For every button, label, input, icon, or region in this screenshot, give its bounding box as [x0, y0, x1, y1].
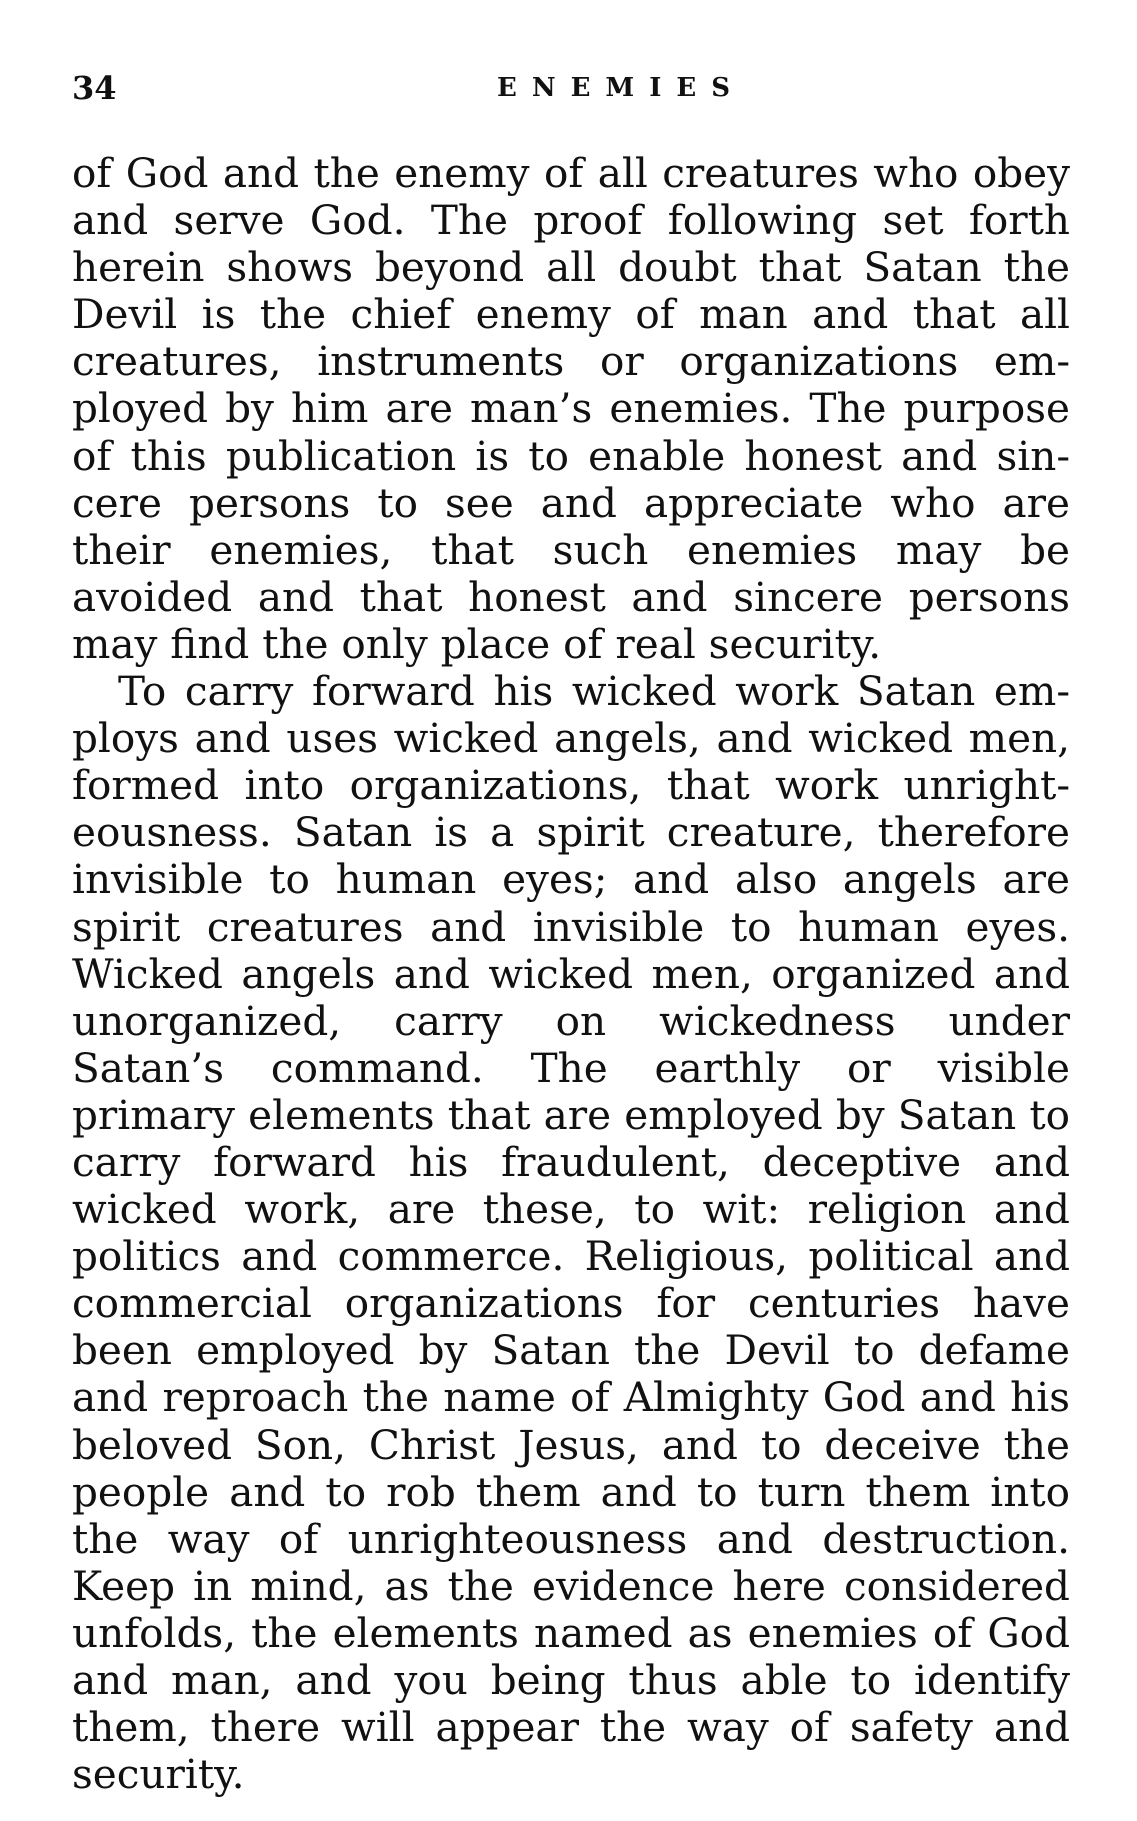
paragraph: To carry forward his wicked work Satan employs and uses wicked angels, and wicked men, formed into organizations, that work unrighteousness. Satan is a spirit creature, therefore invisible to human eyes; and also angels are spirit creatures and invisible to human eyes. Wicked angels and wicked men, organized and unorganized, carry on wickedness under Satan’s command. The earthly or visible primary elements that are employed by Satan to carry forward his fraudulent, deceptive and wicked work, are these, to wit: religion and politics and commerce. Religious, political and commercial organizations for centuries have been employed by Satan the Devil to defame and reproach the name of Almighty God and his beloved Son, Christ Jesus, and to deceive the people and to rob them and to turn them into the way of unrighteousness and destruction. Keep in mind, as the evidence here considered unfolds, the elements named as enemies of God and man, and you being thus able to identify them, there will appear the way of safety and security. [72, 667, 1070, 1799]
page-number: 34 [72, 69, 117, 107]
page-header [72, 66, 1070, 110]
paragraph-continuation: of God and the enemy of all creatures who obey and serve God. The proof following set forth herein shows beyond all doubt that Satan the Devil is the chief enemy of man and that all creatures, instruments or organizations employed by him are man’s enemies. The purpose of this publication is to enable honest and sincere persons to see and appreciate who are their enemies, that such enemies may be avoided and that honest and sincere persons may find the only place of real security. [72, 149, 1070, 668]
running-title: ENEMIES [497, 73, 745, 103]
body-text [72, 150, 1070, 1798]
